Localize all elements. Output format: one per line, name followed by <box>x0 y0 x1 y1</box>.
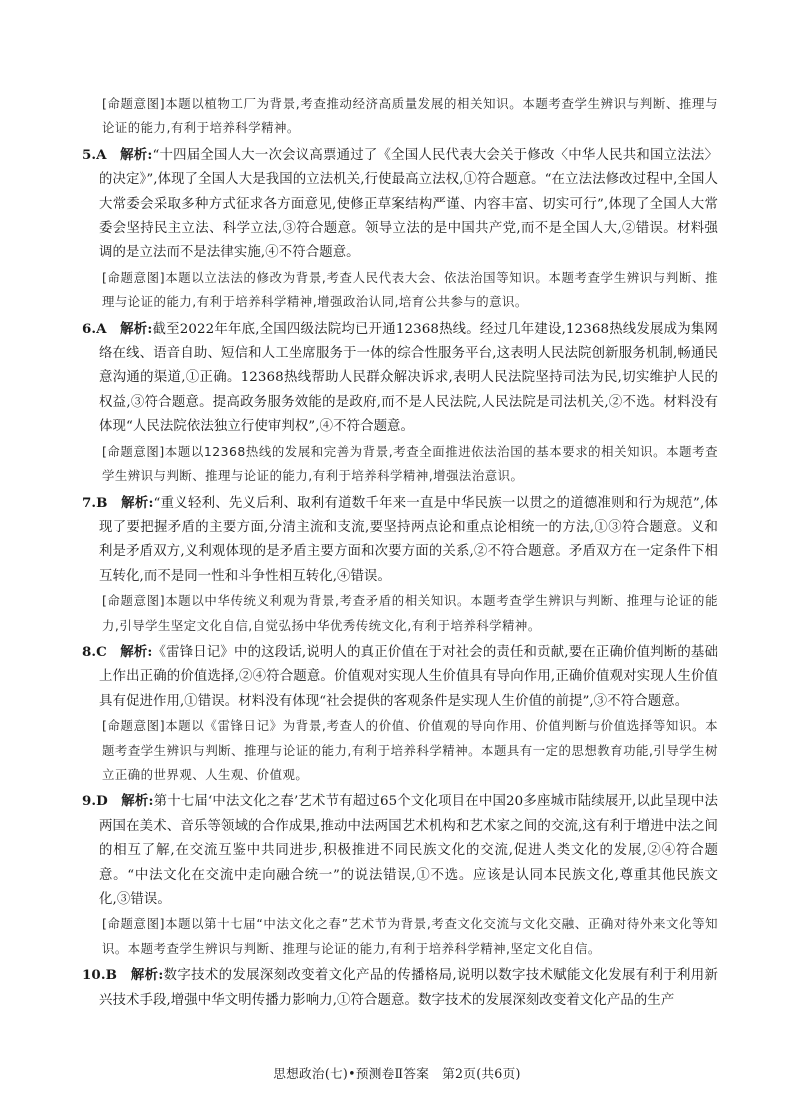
answer-content <box>82 92 718 1013</box>
analysis-text: “重义轻利、先义后利、取利有道数千年来一直是中华民族一以贯之的道德准则和行为规范”,体现了要把握矛盾的主要方面,分清主流和支流,要坚持两点论和重点论相统一的方法,①③符合题意。义和利是矛盾双方,义利观体现的是矛盾主要方面和次要方面的关系,②不符合题意。矛盾双方在一定条件下相互转化,而不是同一性和斗争性相互转化,④错误。 <box>99 495 719 584</box>
analysis-text: 《雷锋日记》中的这段话,说明人的真正价值在于对社会的责任和贡献,要在正确价值判断的基础上作出正确的价值选择,②④符合题意。价值观对实现人生价值具有导向作用,正确价值观对实现人生价值具有促进作用,①错误。材料没有体现“社会提供的客观条件是实现人生价值的前提”,③不符合题意。 <box>99 644 718 709</box>
intent-tag: [命题意图] <box>102 443 165 459</box>
answer-item <box>82 789 718 912</box>
intent-tag: [命题意图] <box>102 718 166 734</box>
analysis-text: 截至2022年年底,全国四级法院均已开通12368热线。经过几年建设,12368热线发展成为集网络在线、语音自助、短信和人工坐席服务于一体的综合性服务平台,这表明人民法院创新服务机制,畅通民意沟通的渠道,①正确。12368热线帮助人民群众解决诉求,表明人民法院坚持司法为民,切实维护人民的权益,③符合题意。提高政务服务效能的是政府,而不是人民法院,人民法院是司法机关,②不选。材料没有体现“人民法院依法独立行使审判权”,④不符合题意。 <box>99 321 718 435</box>
answer-item <box>82 143 718 266</box>
intent-text: 本题以中华传统义利观为背景,考查矛盾的相关知识。本题考查学生辨识与判断、推理与论证的能力,引导学生坚定文化自信,自觉弘扬中华优秀传统文化,有利于培养科学精神。 <box>102 593 718 633</box>
question-number: 8.C <box>82 643 107 660</box>
answer-item <box>82 963 718 1013</box>
answer-item <box>82 640 718 714</box>
analysis-text: “十四届全国人大一次会议高票通过了《全国人民代表大会关于修改〈中华人民共和国立法法〉的决定》”,体现了全国人大是我国的立法机关,行使最高立法权,①符合题意。“在立法法修改过程中,全国人大常委会采取多种方式征求各方面意见,使修正草案结构严谨、内容丰富、切实可行”,体现了全国人大常委会坚持民主立法、科学立法,③符合题意。领导立法的是中国共产党,而不是全国人大,②错误。材料强调的是立法而不是法律实施,④不符合题意。 <box>99 147 718 261</box>
analysis-label: 解析: <box>121 793 154 810</box>
intent-text: 本题以植物工厂为背景,考查推动经济高质量发展的相关知识。本题考查学生辨识与判断、推理与论证的能力,有利于培养科学精神。 <box>102 96 718 136</box>
intent-tag: [命题意图] <box>102 593 166 609</box>
intent-text: 本题以12368热线的发展和完善为背景,考查全面推进依法治国的基本要求的相关知识。本题考查学生辨识与判断、推理与论证的能力,有利于培养科学精神,增强法治意识。 <box>102 443 719 484</box>
intent-tag: [命题意图] <box>102 269 166 285</box>
intent-text: 本题以第十七届“中法文化之春”艺术节为背景,考查文化交流与文化交融、正确对待外来文化等知识。本题考查学生辨识与判断、推理与论证的能力,有利于培养科学精神,坚定文化自信。 <box>102 916 719 956</box>
intent-text: 本题以《雷锋日记》为背景,考查人的价值、价值观的导向作用、价值判断与价值选择等知识。本题考查学生辨识与判断、推理与论证的能力,有利于培养科学精神。本题具有一定的思想教育功能,引导学生树立正确的世界观、人生观、价值观。 <box>102 718 718 782</box>
intent-tag: [命题意图] <box>102 96 166 111</box>
intent-text: 本题以立法法的修改为背景,考查人民代表大会、依法治国等知识。本题考查学生辨识与判断、推理与论证的能力,有利于培养科学精神,增强政治认同,培育公共参与的意识。 <box>102 269 718 310</box>
analysis-label: 解析: <box>130 967 164 984</box>
analysis-label: 解析: <box>120 146 153 163</box>
intent-note <box>82 589 718 638</box>
analysis-text: 第十七届‘中法文化之春’艺术节有超过65个文化项目在中国20多座城市陆续展开,以此呈现中法两国在美术、音乐等领域的合作成果,推动中法两国艺术机构和艺术家之间的交流,这有利于增进中法之间的相互了解,在交流互鉴中共同进步,积极推进不同民族文化的交流,促进人类文化的发展,②④符合题意。“中法文化在交流中走向融合统一”的说法错误,①不选。应该是认同本民族文化,尊重其他民族文化,③错误。 <box>99 794 718 907</box>
intent-note <box>82 92 718 141</box>
intent-note <box>82 440 718 489</box>
question-number: 5.A <box>82 146 107 163</box>
analysis-text: 数字技术的发展深刻改变着文化产品的传播格局,说明以数字技术赋能文化发展有利于利用新兴技术手段,增强中华文明传播力影响力,①符合题意。数字技术的发展深刻改变着文化产品的生产 <box>99 968 718 1008</box>
intent-tag: [命题意图] <box>102 916 165 932</box>
question-number: 9.D <box>82 793 108 810</box>
analysis-label: 解析: <box>120 320 153 337</box>
analysis-label: 解析: <box>120 643 153 660</box>
intent-note <box>82 912 718 961</box>
analysis-label: 解析: <box>121 494 154 511</box>
answer-item <box>82 317 718 440</box>
page-footer: 思想政治(七)•预测卷Ⅱ答案 第2页(共6页) <box>273 1066 521 1081</box>
question-number: 6.A <box>82 320 107 337</box>
intent-note <box>82 266 718 315</box>
question-number: 10.B <box>82 967 118 984</box>
question-number: 7.B <box>82 494 108 511</box>
intent-note <box>82 714 718 787</box>
answer-item <box>82 491 718 590</box>
